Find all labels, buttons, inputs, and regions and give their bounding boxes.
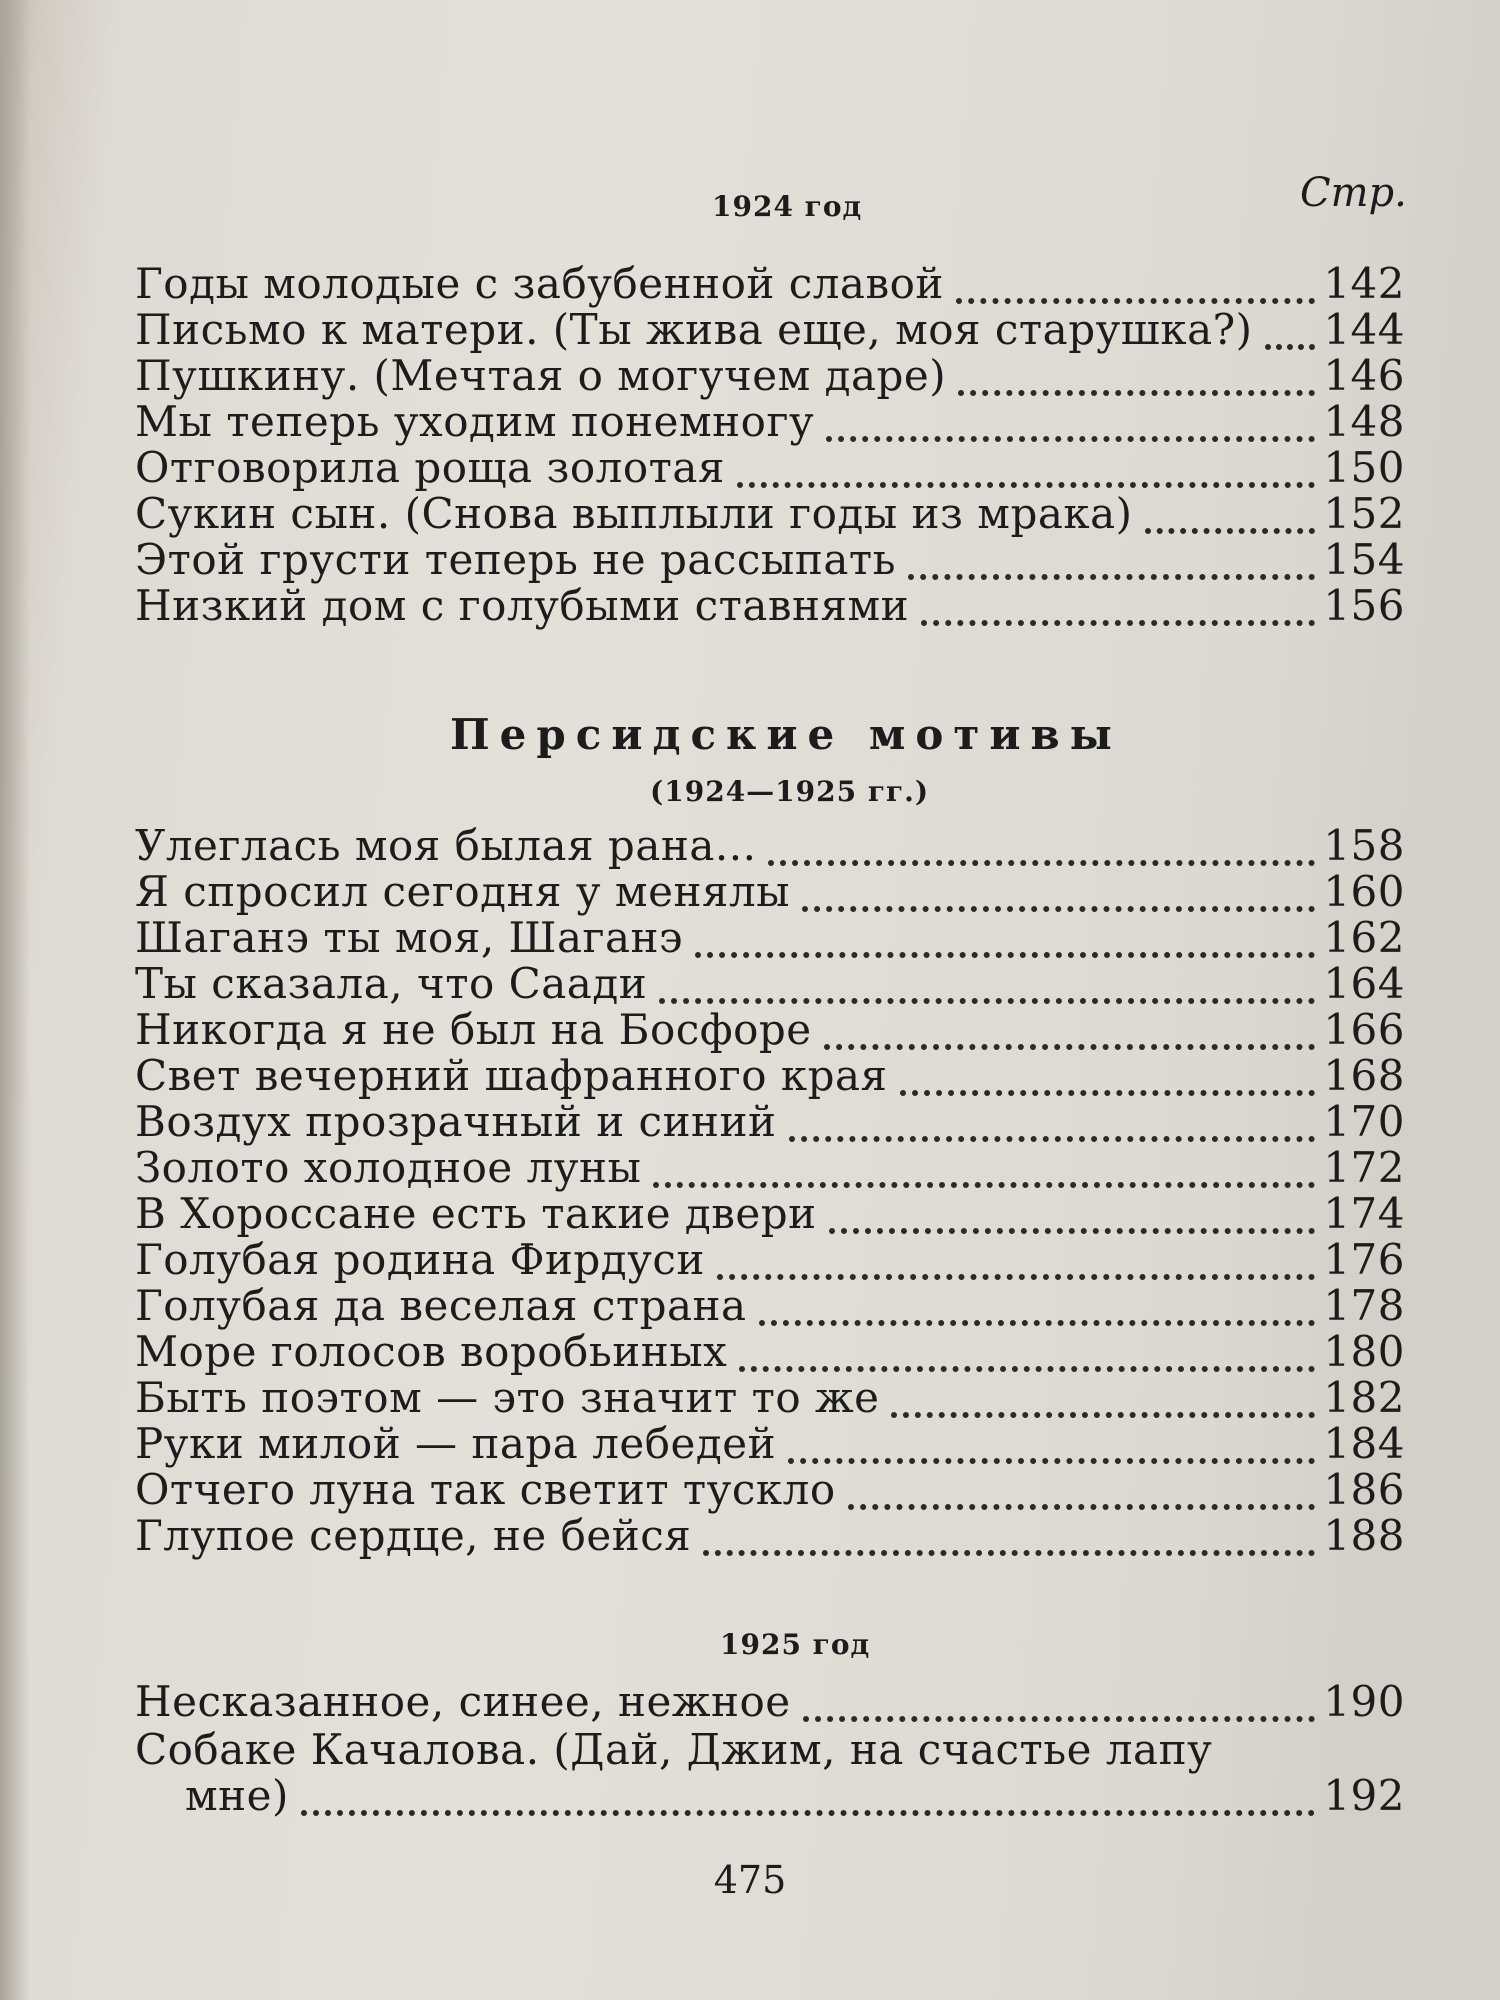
leader-dots bbox=[826, 436, 1315, 442]
entry-title: Отговорила роща золотая bbox=[135, 443, 725, 492]
leader-dots bbox=[921, 620, 1315, 626]
leader-dots bbox=[958, 390, 1315, 396]
section-heading-1924: 1924 год bbox=[712, 190, 863, 223]
leader-dots bbox=[768, 860, 1315, 866]
entry-page: 142 bbox=[1323, 259, 1405, 308]
page-column-label: Стр. bbox=[1300, 170, 1407, 216]
entry-title: Несказанное, синее, нежное bbox=[135, 1677, 791, 1726]
toc-entry bbox=[135, 1327, 1405, 1376]
entry-page: 166 bbox=[1323, 1005, 1405, 1054]
entry-page: 154 bbox=[1323, 535, 1405, 584]
leader-dots bbox=[824, 1044, 1316, 1050]
toc-entry bbox=[135, 397, 1405, 446]
entry-page: 182 bbox=[1323, 1373, 1405, 1422]
toc-entry bbox=[135, 1143, 1405, 1192]
section-subheading-years: (1924—1925 гг.) bbox=[650, 775, 930, 808]
entry-title: Глупое сердце, не бейся bbox=[135, 1511, 692, 1560]
entry-title: Я спросил сегодня у менялы bbox=[135, 867, 791, 916]
leader-dots bbox=[956, 298, 1315, 304]
entry-page: 146 bbox=[1323, 351, 1405, 400]
toc-entry bbox=[135, 351, 1405, 400]
entry-title: Мы теперь уходим понемногу bbox=[135, 397, 815, 446]
leader-dots bbox=[653, 1182, 1315, 1188]
leader-dots bbox=[1145, 528, 1316, 534]
toc-entry bbox=[135, 1005, 1405, 1054]
toc-entry bbox=[135, 867, 1405, 916]
toc-entry bbox=[135, 1677, 1405, 1726]
entry-title: Свет вечерний шафранного края bbox=[135, 1051, 888, 1100]
entry-title: Улеглась моя былая рана... bbox=[135, 821, 757, 870]
leader-dots bbox=[737, 482, 1315, 488]
entry-title: Ты сказала, что Саади bbox=[135, 959, 648, 1008]
entry-page: 158 bbox=[1323, 821, 1405, 870]
entry-title: Быть поэтом — это значит то же bbox=[135, 1373, 880, 1422]
leader-dots bbox=[789, 1136, 1316, 1142]
leader-dots bbox=[717, 1274, 1315, 1280]
entry-page: 150 bbox=[1323, 443, 1405, 492]
entry-page: 180 bbox=[1323, 1327, 1405, 1376]
leader-dots bbox=[829, 1228, 1316, 1234]
toc-entry bbox=[135, 305, 1405, 354]
entry-page: 176 bbox=[1323, 1235, 1405, 1284]
entry-title: Годы молодые с забубенной славой bbox=[135, 259, 944, 308]
toc-entry bbox=[135, 1725, 1405, 1774]
toc-entry bbox=[135, 443, 1405, 492]
entry-page: 174 bbox=[1323, 1189, 1405, 1238]
entry-title: Сукин сын. (Снова выплыли годы из мрака) bbox=[135, 489, 1133, 538]
toc-entry bbox=[135, 259, 1405, 308]
entry-title-continuation: мне) bbox=[185, 1771, 289, 1820]
toc-entry bbox=[135, 535, 1405, 584]
entry-title: Голубая да веселая страна bbox=[135, 1281, 747, 1330]
toc-entry bbox=[135, 821, 1405, 870]
leader-dots bbox=[695, 952, 1315, 958]
entry-page: 162 bbox=[1323, 913, 1405, 962]
entry-page: 178 bbox=[1323, 1281, 1405, 1330]
entry-page: 184 bbox=[1323, 1419, 1405, 1468]
entry-page: 172 bbox=[1323, 1143, 1405, 1192]
entry-page: 160 bbox=[1323, 867, 1405, 916]
leader-dots bbox=[788, 1458, 1315, 1464]
entry-title: Золото холодное луны bbox=[135, 1143, 642, 1192]
entry-page: 170 bbox=[1323, 1097, 1405, 1146]
entry-title: Воздух прозрачный и синий bbox=[135, 1097, 777, 1146]
leader-dots bbox=[900, 1090, 1316, 1096]
entry-page: 164 bbox=[1323, 959, 1405, 1008]
toc-entry bbox=[135, 1051, 1405, 1100]
toc-entry bbox=[135, 1235, 1405, 1284]
page-spine-shadow bbox=[0, 0, 30, 2000]
entry-title: Голубая родина Фирдуси bbox=[135, 1235, 705, 1284]
toc-entry bbox=[135, 959, 1405, 1008]
entry-title: Письмо к матери. (Ты жива еще, моя старушка?) bbox=[135, 305, 1253, 354]
entry-title: Море голосов воробьиных bbox=[135, 1327, 728, 1376]
section-heading-persian-motifs: Персидские мотивы bbox=[450, 710, 1122, 759]
leader-dots bbox=[703, 1550, 1315, 1556]
toc-entry bbox=[135, 1189, 1405, 1238]
entry-title: Отчего луна так светит тускло bbox=[135, 1465, 836, 1514]
leader-dots bbox=[301, 1810, 1315, 1816]
leader-dots bbox=[759, 1320, 1316, 1326]
page-number: 475 bbox=[713, 1858, 787, 1902]
leader-dots bbox=[1265, 344, 1316, 350]
section-heading-1925: 1925 год bbox=[720, 1628, 871, 1661]
entry-page: 156 bbox=[1323, 581, 1405, 630]
entry-title: Низкий дом с голубыми ставнями bbox=[135, 581, 910, 630]
toc-entry bbox=[135, 1097, 1405, 1146]
toc-entry bbox=[135, 913, 1405, 962]
entry-title: Этой грусти теперь не рассыпать bbox=[135, 535, 896, 584]
toc-entry bbox=[135, 1419, 1405, 1468]
leader-dots bbox=[803, 1716, 1316, 1722]
entry-page: 152 bbox=[1323, 489, 1405, 538]
leader-dots bbox=[908, 574, 1315, 580]
entry-title: Руки милой — пара лебедей bbox=[135, 1419, 777, 1468]
entry-title: В Хороссане есть такие двери bbox=[135, 1189, 817, 1238]
leader-dots bbox=[891, 1412, 1315, 1418]
entry-title: Шаганэ ты моя, Шаганэ bbox=[135, 913, 684, 962]
entry-page: 148 bbox=[1323, 397, 1405, 446]
entry-page: 144 bbox=[1323, 305, 1405, 354]
toc-entry-continuation bbox=[185, 1771, 1405, 1820]
entry-title: Пушкину. (Мечтая о могучем даре) bbox=[135, 351, 947, 400]
toc-entry bbox=[135, 1373, 1405, 1422]
entry-page: 192 bbox=[1323, 1771, 1405, 1820]
leader-dots bbox=[739, 1366, 1315, 1372]
toc-entry bbox=[135, 489, 1405, 538]
leader-dots bbox=[659, 998, 1315, 1004]
toc-entry bbox=[135, 1465, 1405, 1514]
toc-entry bbox=[135, 1511, 1405, 1560]
entry-title: Никогда я не был на Босфоре bbox=[135, 1005, 812, 1054]
toc-entry bbox=[135, 1281, 1405, 1330]
entry-page: 186 bbox=[1323, 1465, 1405, 1514]
leader-dots bbox=[848, 1504, 1316, 1510]
entry-page: 188 bbox=[1323, 1511, 1405, 1560]
toc-entry bbox=[135, 581, 1405, 630]
entry-page: 168 bbox=[1323, 1051, 1405, 1100]
entry-page: 190 bbox=[1323, 1677, 1405, 1726]
leader-dots bbox=[802, 906, 1315, 912]
entry-title: Собаке Качалова. (Дай, Джим, на счастье лапу bbox=[135, 1725, 1213, 1774]
